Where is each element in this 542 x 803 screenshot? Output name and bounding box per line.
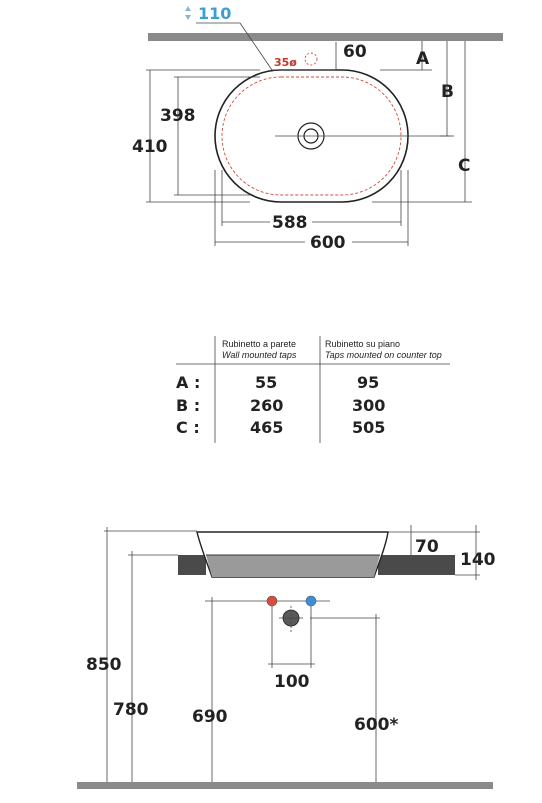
col2-subtitle: Taps mounted on counter top [325,350,442,360]
row-a-counter: 95 [357,373,380,392]
floor-to-tap-label: 600* [354,715,399,735]
counter-left [178,555,206,575]
top-thickness-label: 70 [415,537,439,557]
wall-bar-top [148,33,503,41]
basin-lower-fill [206,555,380,577]
counter-right [378,555,455,575]
up-down-arrow-icon [185,6,191,20]
outer-width-label: 600 [310,233,346,253]
hot-tap-icon [267,596,277,606]
cold-tap-icon [306,596,316,606]
hole-label: 35ø [274,56,297,69]
side-view [77,525,496,789]
col1-subtitle: Wall mounted taps [222,350,297,360]
row-c-label: C : [176,418,200,437]
inner-width-label: 588 [272,213,308,233]
floor-bar [77,782,493,789]
row-b-wall: 260 [250,396,284,415]
tap-spacing-label: 100 [274,672,310,692]
row-b-label: B : [176,396,201,415]
tap-hole [305,53,317,65]
row-c-wall: 465 [250,418,284,437]
col1-title: Rubinetto a parete [222,339,297,349]
row-c-counter: 505 [352,418,386,437]
letter-c: C [458,156,471,176]
row-a-label: A : [176,373,201,392]
row-a-wall: 55 [255,373,278,392]
row-b-counter: 300 [352,396,386,415]
col2-title: Rubinetto su piano [325,339,401,349]
inner-depth-label: 398 [160,106,196,126]
counter-top-label: 780 [113,700,149,720]
waste-height-label: 690 [192,707,228,727]
letter-a: A [416,49,430,69]
dimension-table [176,336,450,443]
letter-b: B [441,82,454,102]
top-view [132,4,503,253]
counter-height-label: 140 [460,550,496,570]
height-label: 110 [198,4,232,23]
total-height-label: 850 [86,655,122,675]
offset-label: 60 [343,42,367,62]
outer-depth-label: 410 [132,137,168,157]
